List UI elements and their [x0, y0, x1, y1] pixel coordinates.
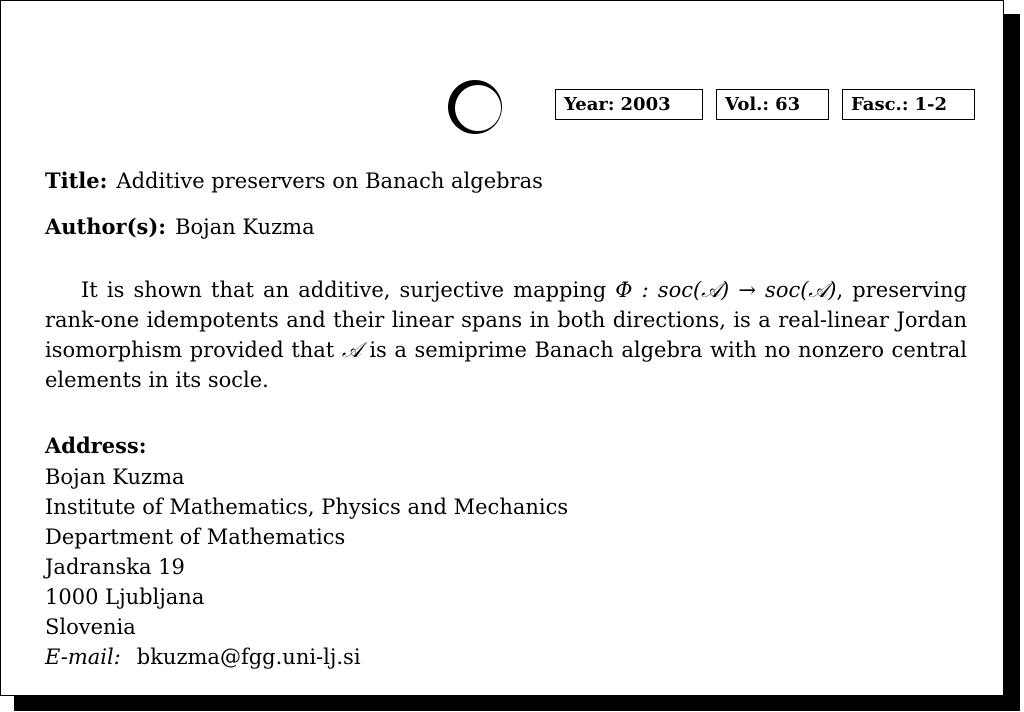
- year-label: Year:: [564, 94, 615, 115]
- address-block: [45, 462, 568, 672]
- address-line: 1000 Ljubljana: [45, 585, 205, 609]
- crescent-logo-icon: [447, 79, 503, 135]
- address-line: Bojan Kuzma: [45, 465, 185, 489]
- volume-value: 63: [775, 94, 801, 115]
- address-line: Jadranska 19: [45, 555, 185, 579]
- abstract-math-a: 𝒜: [341, 338, 362, 362]
- email-value[interactable]: bkuzma@fgg.uni-lj.si: [136, 645, 361, 669]
- abstract-paragraph: [45, 275, 967, 395]
- address-line: Institute of Mathematics, Physics and Mechanics: [45, 495, 569, 519]
- title-line: [45, 168, 543, 193]
- address-label: Address:: [45, 433, 147, 458]
- fascicle-value: 1-2: [914, 94, 947, 115]
- address-line: Slovenia: [45, 615, 136, 639]
- email-label: E-mail:: [45, 645, 121, 669]
- volume-label: Vol.:: [725, 94, 770, 115]
- abstract-text-3: is a semiprime Banach algebra with no nonzero central elements in its socle.: [45, 338, 967, 392]
- email-line: [45, 642, 568, 672]
- authors-value: Bojan Kuzma: [175, 215, 315, 239]
- abstract-text-1: It is shown that an additive, surjective mapping: [81, 278, 616, 302]
- title-value: Additive preservers on Banach algebras: [116, 169, 543, 193]
- year-box: [555, 89, 703, 120]
- abstract-math-map: Φ : soc(𝒜) → soc(𝒜): [615, 278, 837, 302]
- volume-box: [716, 89, 829, 120]
- year-value: 2003: [620, 94, 671, 115]
- fascicle-label: Fasc.:: [851, 94, 909, 115]
- authors-label: Author(s):: [45, 214, 167, 239]
- fascicle-box: [842, 89, 975, 120]
- authors-line: [45, 214, 315, 239]
- title-label: Title:: [45, 168, 108, 193]
- address-line: Department of Mathematics: [45, 525, 346, 549]
- abstract-text-2: , preserving rank-one idempotents and their linear spans in both directions, is a real-linear Jordan isomorphism provided that: [45, 278, 967, 362]
